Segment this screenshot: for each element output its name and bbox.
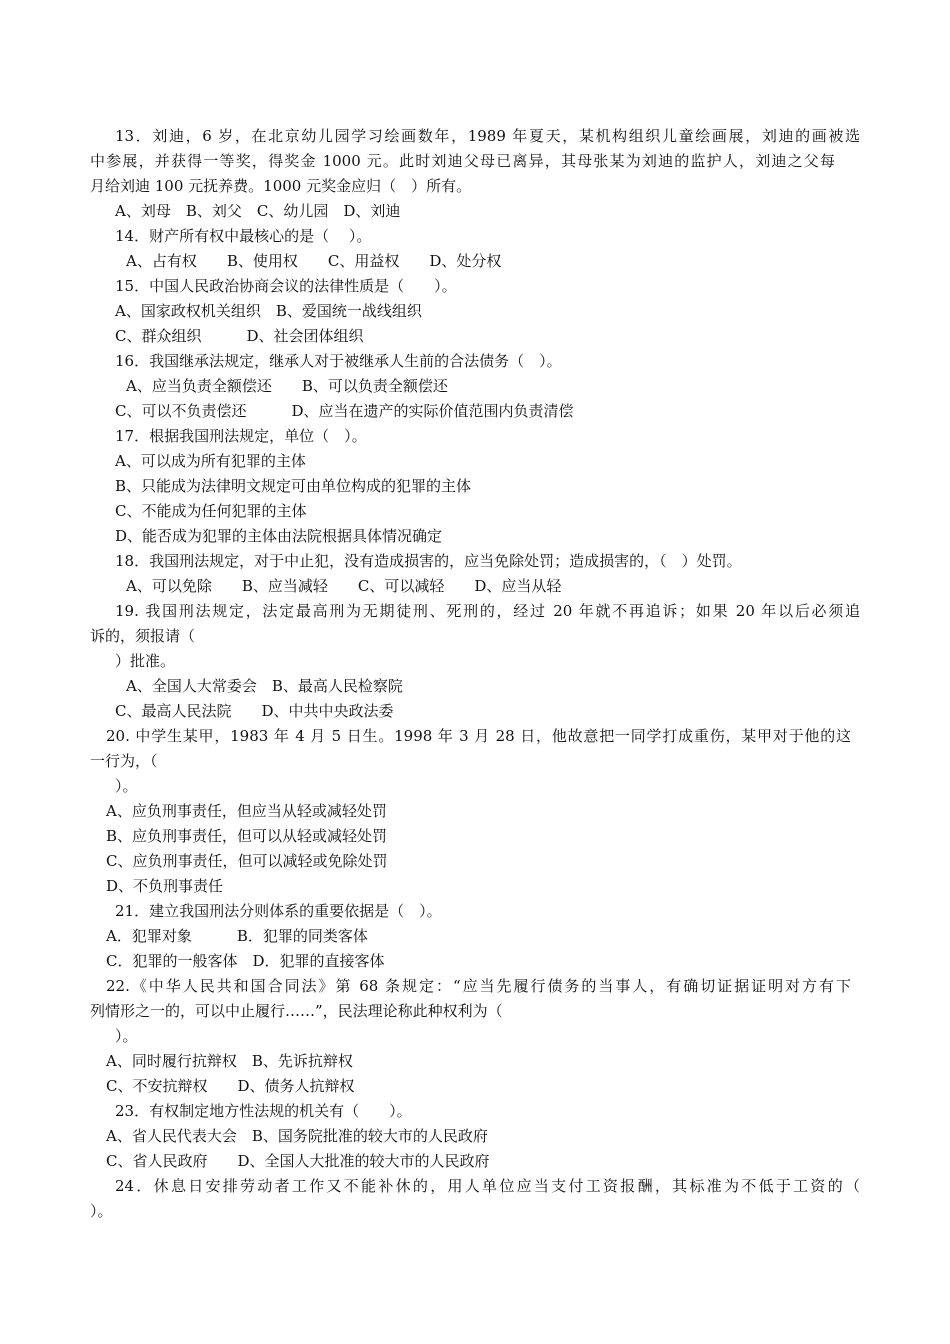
- question-19-text: ）批准。: [115, 652, 176, 670]
- question-13-text: 中参展，并获得一等奖，得奖金 1000 元。此时刘迪父母已离异，其母张某为刘迪的监护人，刘迪之父每: [90, 152, 835, 170]
- question-23-options: C、省人民政府 D、全国人大批准的较大市的人民政府: [106, 1152, 490, 1170]
- question-14-options: A、占有权 B、使用权 C、用益权 D、处分权: [126, 252, 502, 270]
- question-16-options: C、可以不负责偿还 D、应当在遗产的实际价值范围内负责清偿: [115, 402, 574, 420]
- question-18-options: A、可以免除 B、应当减轻 C、可以减轻 D、应当从轻: [126, 577, 562, 595]
- question-20-option-a: A、应负刑事责任，但应当从轻或减轻处罚: [106, 802, 387, 820]
- question-22-options: C、不安抗辩权 D、债务人抗辩权: [106, 1077, 355, 1095]
- question-14-text: 14．财产所有权中最核心的是（ ）。: [115, 227, 372, 245]
- question-15-text: 15．中国人民政治协商会议的法律性质是（ ）。: [115, 277, 457, 295]
- question-16-options: A、应当负责全额偿还 B、可以负责全额偿还: [126, 377, 448, 395]
- question-19-text: 19. 我国刑法规定，法定最高刑为无期徒刑、死刑的，经过 20 年就不再追诉；如果 20 年以后必须追: [115, 602, 860, 620]
- question-20-text: 20. 中学生某甲，1983 年 4 月 5 日生。1998 年 3 月 28 日，他故意把一同学打成重伤，某甲对于他的这: [106, 727, 851, 745]
- question-13-text: 13．刘迪，6 岁，在北京幼儿园学习绘画数年，1989 年夏天，某机构组织儿童绘画展，刘迪的画被选: [115, 127, 860, 145]
- question-20-text: 一行为，（: [90, 752, 158, 770]
- question-17-option-b: B、只能成为法律明文规定可由单位构成的犯罪的主体: [115, 477, 472, 495]
- question-20-option-d: D、不负刑事责任: [106, 877, 224, 895]
- question-13-options: A、刘母 B、刘父 C、幼儿园 D、刘迪: [115, 202, 401, 220]
- question-23-text: 23．有权制定地方性法规的机关有（ ）。: [115, 1102, 412, 1120]
- question-17-option-c: C、不能成为任何犯罪的主体: [115, 502, 307, 520]
- question-17-option-d: D、能否成为犯罪的主体由法院根据具体情况确定: [115, 527, 443, 545]
- question-19-options: A、全国人大常委会 B、最高人民检察院: [126, 677, 403, 695]
- question-22-text: 列情形之一的，可以中止履行……”，民法理论称此种权利为（: [90, 1002, 503, 1020]
- question-23-options: A、省人民代表大会 B、国务院批准的较大市的人民政府: [106, 1127, 488, 1145]
- question-20-option-b: B、应负刑事责任，但可以从轻或减轻处罚: [106, 827, 388, 845]
- question-18-text: 18．我国刑法规定，对于中止犯，没有造成损害的，应当免除处罚；造成损害的，（ ）处罚。: [115, 552, 742, 570]
- question-22-text: 22.《中华人民共和国合同法》第 68 条规定：“应当先履行债务的当事人，有确切证据证明对方有下: [106, 977, 851, 995]
- question-19-text: 诉的，须报请（: [90, 627, 196, 645]
- question-20-option-c: C、应负刑事责任，但可以减轻或免除处罚: [106, 852, 388, 870]
- question-21-options: A．犯罪对象 B．犯罪的同类客体: [106, 927, 368, 945]
- question-21-options: C．犯罪的一般客体 D．犯罪的直接客体: [106, 952, 385, 970]
- question-21-text: 21．建立我国刑法分则体系的重要依据是（ ）。: [115, 902, 442, 920]
- question-17-option-a: A、可以成为所有犯罪的主体: [115, 452, 306, 470]
- question-15-options: C、群众组织 D、社会团体组织: [115, 327, 364, 345]
- question-15-options: A、国家政权机关组织 B、爱国统一战线组织: [115, 302, 422, 320]
- question-17-text: 17．根据我国刑法规定，单位（ ）。: [115, 427, 367, 445]
- question-16-text: 16．我国继承法规定，继承人对于被继承人生前的合法债务（ ）。: [115, 352, 562, 370]
- question-20-text: ）。: [115, 777, 138, 795]
- question-22-options: A、同时履行抗辩权 B、先诉抗辩权: [106, 1052, 353, 1070]
- question-19-options: C、最高人民法院 D、中共中央政法委: [115, 702, 394, 720]
- question-13-text: 月给刘迪 100 元抚养费。1000 元奖金应归（ ）所有。: [90, 177, 472, 195]
- question-22-text: ）。: [115, 1027, 138, 1045]
- question-24-text: ）。: [90, 1202, 113, 1220]
- question-24-text: 24．休息日安排劳动者工作又不能补休的，用人单位应当支付工资报酬，其标准为不低于工资的（: [115, 1177, 860, 1195]
